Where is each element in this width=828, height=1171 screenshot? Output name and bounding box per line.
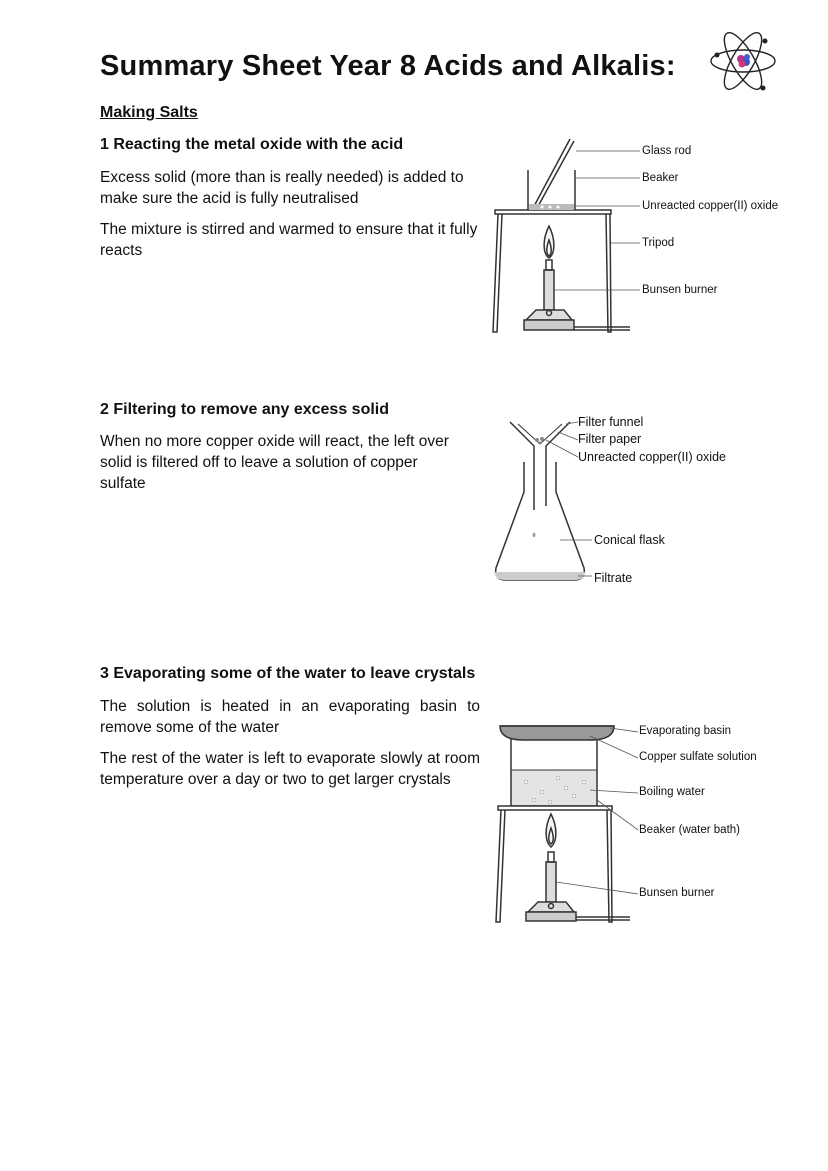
step-3-paragraph-1: The solution is heated in an evaporating basin to remove some of the water: [100, 698, 480, 736]
step-1-label-1: Glass rod: [642, 145, 692, 157]
step-2-paragraph-1: When no more copper oxide will react, the left over solid is filtered off to leave a solution of copper sulfate: [100, 433, 449, 492]
step-1-label-2: Beaker: [642, 172, 679, 184]
step-3-label-3: Boiling water: [639, 786, 705, 798]
step-1-label-5: Bunsen burner: [642, 284, 718, 296]
step-3-label-2: Copper sulfate solution: [639, 751, 757, 763]
step-3-label-4: Beaker (water bath): [639, 824, 740, 836]
step-2-label-5: Filtrate: [594, 571, 633, 585]
step-1-label-4: Tripod: [642, 237, 675, 249]
page-title: Summary Sheet Year 8 Acids and Alkalis:: [100, 50, 676, 82]
step-3-heading: 3 Evaporating some of the water to leave crystals: [100, 665, 476, 682]
step-2-label-4: Conical flask: [594, 533, 665, 547]
step-2-label-3: Unreacted copper(II) oxide: [578, 450, 726, 464]
step-1-label-3: Unreacted copper(II) oxide: [642, 200, 779, 212]
atom-icon: [708, 26, 778, 96]
section-heading: Making Salts: [100, 104, 198, 121]
heating-apparatus-diagram: [480, 130, 650, 345]
step-2-label-2: Filter paper: [578, 432, 642, 446]
step-3-paragraph-2: The rest of the water is left to evaporate slowly at room temperature over a day or two to get larger crystals: [100, 750, 480, 788]
evaporation-diagram: [480, 710, 650, 925]
step-1-paragraph-1: Excess solid (more than is really needed) is added to make sure the acid is fully neutralised: [100, 169, 464, 207]
step-3-label-1: Evaporating basin: [639, 725, 732, 737]
step-2-label-1: Filter funnel: [578, 415, 644, 429]
step-1-paragraph-2: The mixture is stirred and warmed to ensure that it fully reacts: [100, 221, 478, 259]
step-1-heading: 1 Reacting the metal oxide with the acid: [100, 136, 404, 153]
step-2-heading: 2 Filtering to remove any excess solid: [100, 401, 389, 418]
step-3-label-5: Bunsen burner: [639, 887, 715, 899]
